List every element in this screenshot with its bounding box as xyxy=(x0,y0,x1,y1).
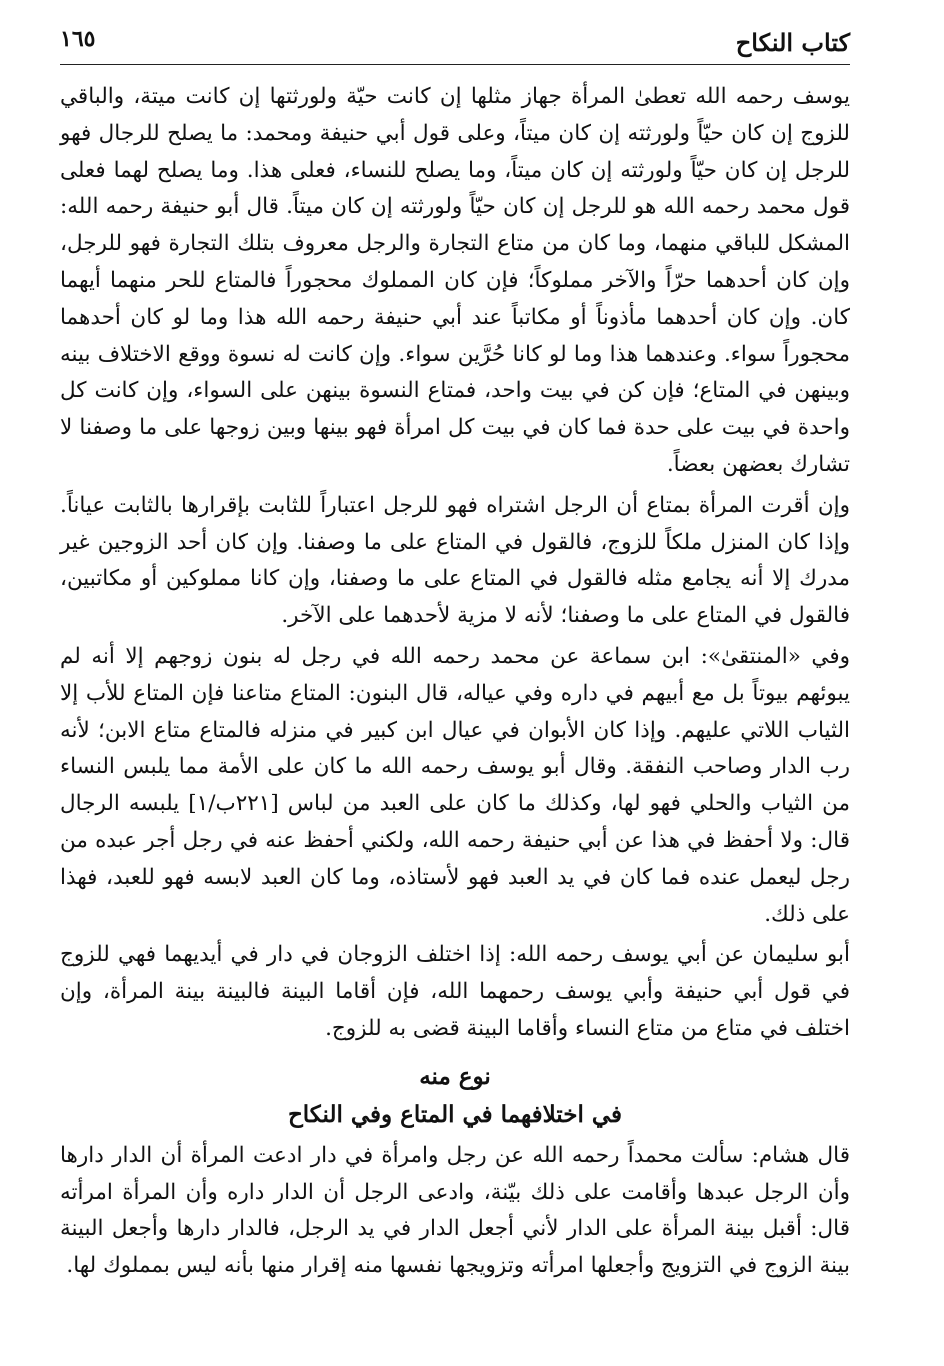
running-title: كتاب النكاح xyxy=(735,28,850,57)
section-paragraph: قال هشام: سألت محمداً رحمه الله عن رجل وامرأة في دار ادعت المرأة أن الدار دارها وأن الرجل عبدها وأقامت على ذلك بيّنة، وادعى الرجل أن الدار داره وأن المرأة امرأته قال: أقبل بينة المرأة على الدار لأني أجعل الدار في يد الرجل، فالدار دارها وأجعل البينة بينة الزوج في التزويج وأجعلها امرأته وتزويجها نفسها منه إقرار منها بأنه ليس بمملوك لها. xyxy=(60,1142,850,1279)
book-page xyxy=(60,20,850,1350)
page-body xyxy=(60,79,850,1285)
page-number: ١٦٥ xyxy=(60,26,96,52)
paragraph-1: يوسف رحمه الله تعطىٰ المرأة جهاز مثلها إن كانت حيّة ولورثتها إن كانت ميتة، والباقي للزوج إن كان حيّاً ولورثته إن كان ميتاً، وعلى قول أبي حنيفة ومحمد: ما يصلح للرجال فهو للرجل إن كان حيّاً ولورثته إن كان ميتاً، وما يصلح للنساء، فعلى هذا. وما يصلح لهما فعلى قول محمد رحمه الله هو للرجل إن كان حيّاً ولورثته إن كان ميتاً. قال أبو حنيفة رحمه الله: المشكل للباقي منهما، وما كان من متاع التجارة والرجل معروف بتلك التجارة فهو للرجل، وإن كان أحدهما حرّاً والآخر مملوكاً؛ فإن كان المملوك محجوراً فالمتاع للحر منهما أيهما كان. وإن كان أحدهما مأذوناً أو مكاتباً عند أبي حنيفة رحمه الله هذا وما لو كان أحدهما محجوراً سواء. وعندهما هذا وما لو كانا حُرَّين سواء. وإن كانت له نسوة ووقع الاختلاف بينه وبينهن في المتاع؛ فإن كن في بيت واحد، فمتاع النسوة بينهن على السواء، وإن كانت كل واحدة في بيت على حدة فما كان في بيت كل امرأة فهو بينها وبين زوجها على ما وصفنا لا تشارك بعضهن بعضاً. xyxy=(60,84,850,477)
page-header xyxy=(60,20,850,65)
paragraph-4: أبو سليمان عن أبي يوسف رحمه الله: إذا اختلف الزوجان في دار في أيديهما فهي للزوج في قول أبي حنيفة وأبي يوسف رحمهما الله، فإن أقاما البينة فالبينة بينة المرأة، وإن اختلف في متاع من متاع النساء وأقاما البينة قضى به للزوج. xyxy=(60,942,850,1041)
section-subheading: في اختلافهما في المتاع وفي النكاح xyxy=(287,1100,623,1128)
paragraph-2: وإن أقرت المرأة بمتاع أن الرجل اشتراه فهو للرجل اعتباراً للثابت بإقرارها بالثابت عياناً. وإذا كان المنزل ملكاً للزوج، فالقول في المتاع على ما وصفنا. وإن كان أحد الزوجين غير مدرك إلا أنه يجامع مثله فالقول في المتاع على ما وصفنا، وإن كانا مملوكين أو مكاتبين، فالقول في المتاع على ما وصفنا؛ لأنه لا مزية لأحدهما على الآخر. xyxy=(60,492,850,629)
paragraph-3: وفي «المنتقىٰ»: ابن سماعة عن محمد رحمه الله في رجل له بنون زوجهم إلا أنه لم يبوئهم بيوتاً بل مع أبيهم في داره وفي عياله، قال البنون: المتاع متاعنا فإن المتاع للأب إلا الثياب اللاتي عليهم. وإذا كان الأبوان في عيال ابن كبير في منزله فالمتاع متاع الابن؛ لأنه رب الدار وصاحب النفقة. وقال أبو يوسف رحمه الله ما كان على الأمة مما يلبس النساء من الثياب والحلي فهو لها، وكذلك ما كان على العبد من لباس [٢٢١ب/١] يلبسه الرجال قال: ولا أحفظ في هذا عن أبي حنيفة رحمه الله، ولكني أحفظ عنه في رجل أجر عبده من رجل ليعمل عنده فما كان في يد العبد فهو لأستاذه، وما كان العبد لابسه فهو للعبد، فهذا على ذلك. xyxy=(60,643,850,927)
section-heading: نوع منه xyxy=(419,1062,491,1090)
